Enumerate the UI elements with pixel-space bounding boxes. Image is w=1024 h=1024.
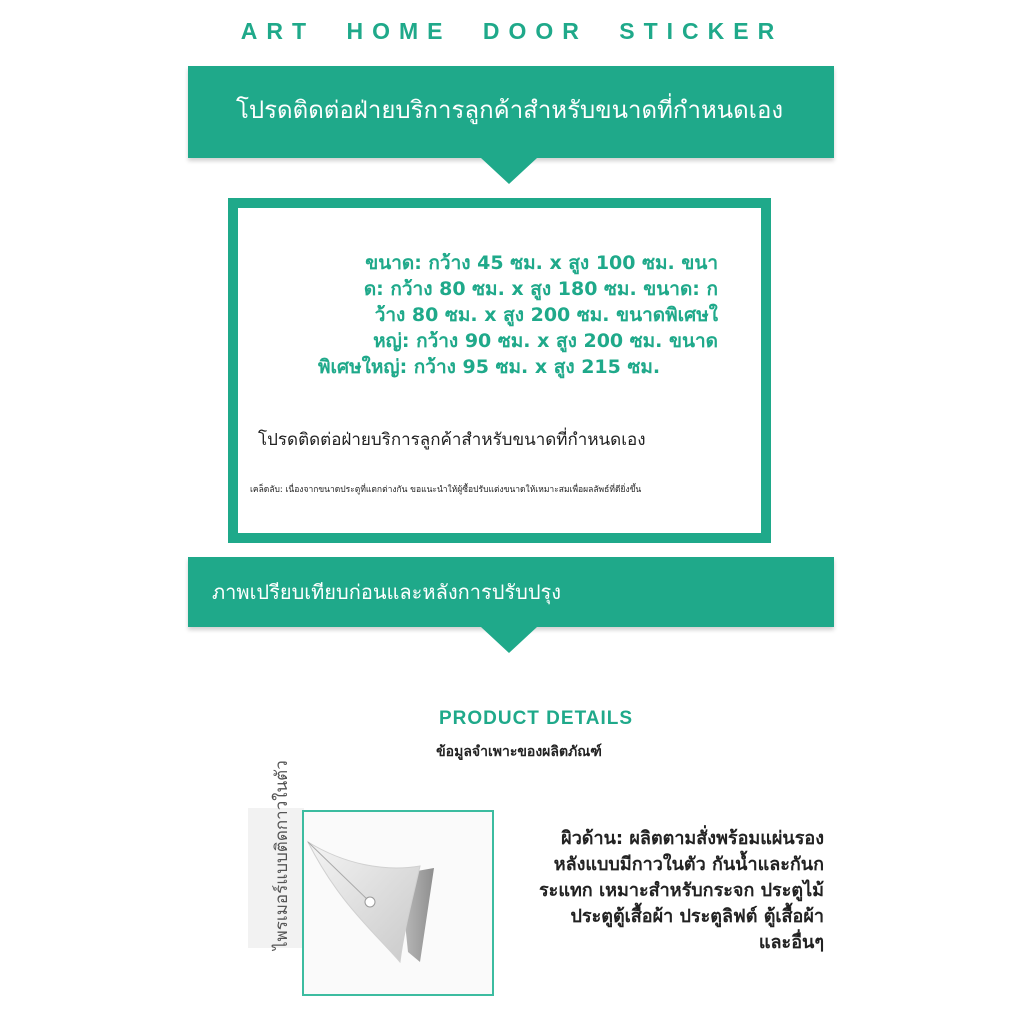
- size-list: [318, 250, 718, 380]
- sticker-peel-image: [302, 810, 494, 996]
- size-line: ด: กว้าง 80 ซม. x สูง 180 ซม. ขนาด: ก: [363, 278, 718, 300]
- before-after-banner-text: ภาพเปรียบเทียบก่อนและหลังการปรับปรุง: [212, 580, 562, 604]
- peeling-sticker-icon: [304, 812, 492, 994]
- custom-size-banner-text: โปรดติดต่อฝ่ายบริการลูกค้าสำหรับขนาดที่กำหนดเอง: [236, 96, 784, 124]
- size-line: พิเศษใหญ่: กว้าง 95 ซม. x สูง 215 ซม.: [318, 356, 661, 378]
- before-after-banner: [188, 557, 834, 627]
- custom-size-contact-text: โปรดติดต่อฝ่ายบริการลูกค้าสำหรับขนาดที่กำหนดเอง: [258, 430, 646, 450]
- adhesive-primer-label: ไพรเมอร์แบบติดกาวในตัว: [272, 760, 292, 950]
- banner-arrow-down-icon: [481, 158, 537, 184]
- description-line: ผิวด้าน: ผลิตตามสั่งพร้อมแผ่นรอง: [561, 828, 824, 849]
- size-line: หญ่: กว้าง 90 ซม. x สูง 200 ซม. ขนาด: [373, 330, 718, 352]
- brand-title: ART HOME DOOR STICKER: [240, 18, 784, 44]
- description-line: ประตูตู้เสื้อผ้า ประตูลิฟต์ ตู้เสื้อผ้า: [570, 906, 824, 927]
- description-line: หลังแบบมีกาวในตัว กันน้ำและกันก: [553, 854, 824, 875]
- product-description: [500, 826, 824, 956]
- size-line: ว้าง 80 ซม. x สูง 200 ซม. ขนาดพิเศษใ: [374, 304, 718, 326]
- description-line: ระแทก เหมาะสำหรับกระจก ประตูไม้: [539, 880, 824, 901]
- product-details-title: PRODUCT DETAILS: [438, 708, 634, 729]
- size-info-frame: [228, 198, 771, 543]
- custom-size-banner: [188, 66, 834, 158]
- description-line: และอื่นๆ: [758, 932, 824, 953]
- product-details-subtitle: ข้อมูลจำเพาะของผลิตภัณฑ์: [436, 744, 602, 760]
- size-line: ขนาด: กว้าง 45 ซม. x สูง 100 ซม. ขนา: [365, 252, 718, 274]
- size-tip-text: เคล็ดลับ: เนื่องจากขนาดประตูที่แตกต่างกัน ขอแนะนำให้ผู้ซื้อปรับแต่งขนาดให้เหมาะสมเพื่อผลลัพธ์ที่ดียิ่งขึ้น: [250, 485, 642, 495]
- banner-arrow-down-icon: [481, 627, 537, 653]
